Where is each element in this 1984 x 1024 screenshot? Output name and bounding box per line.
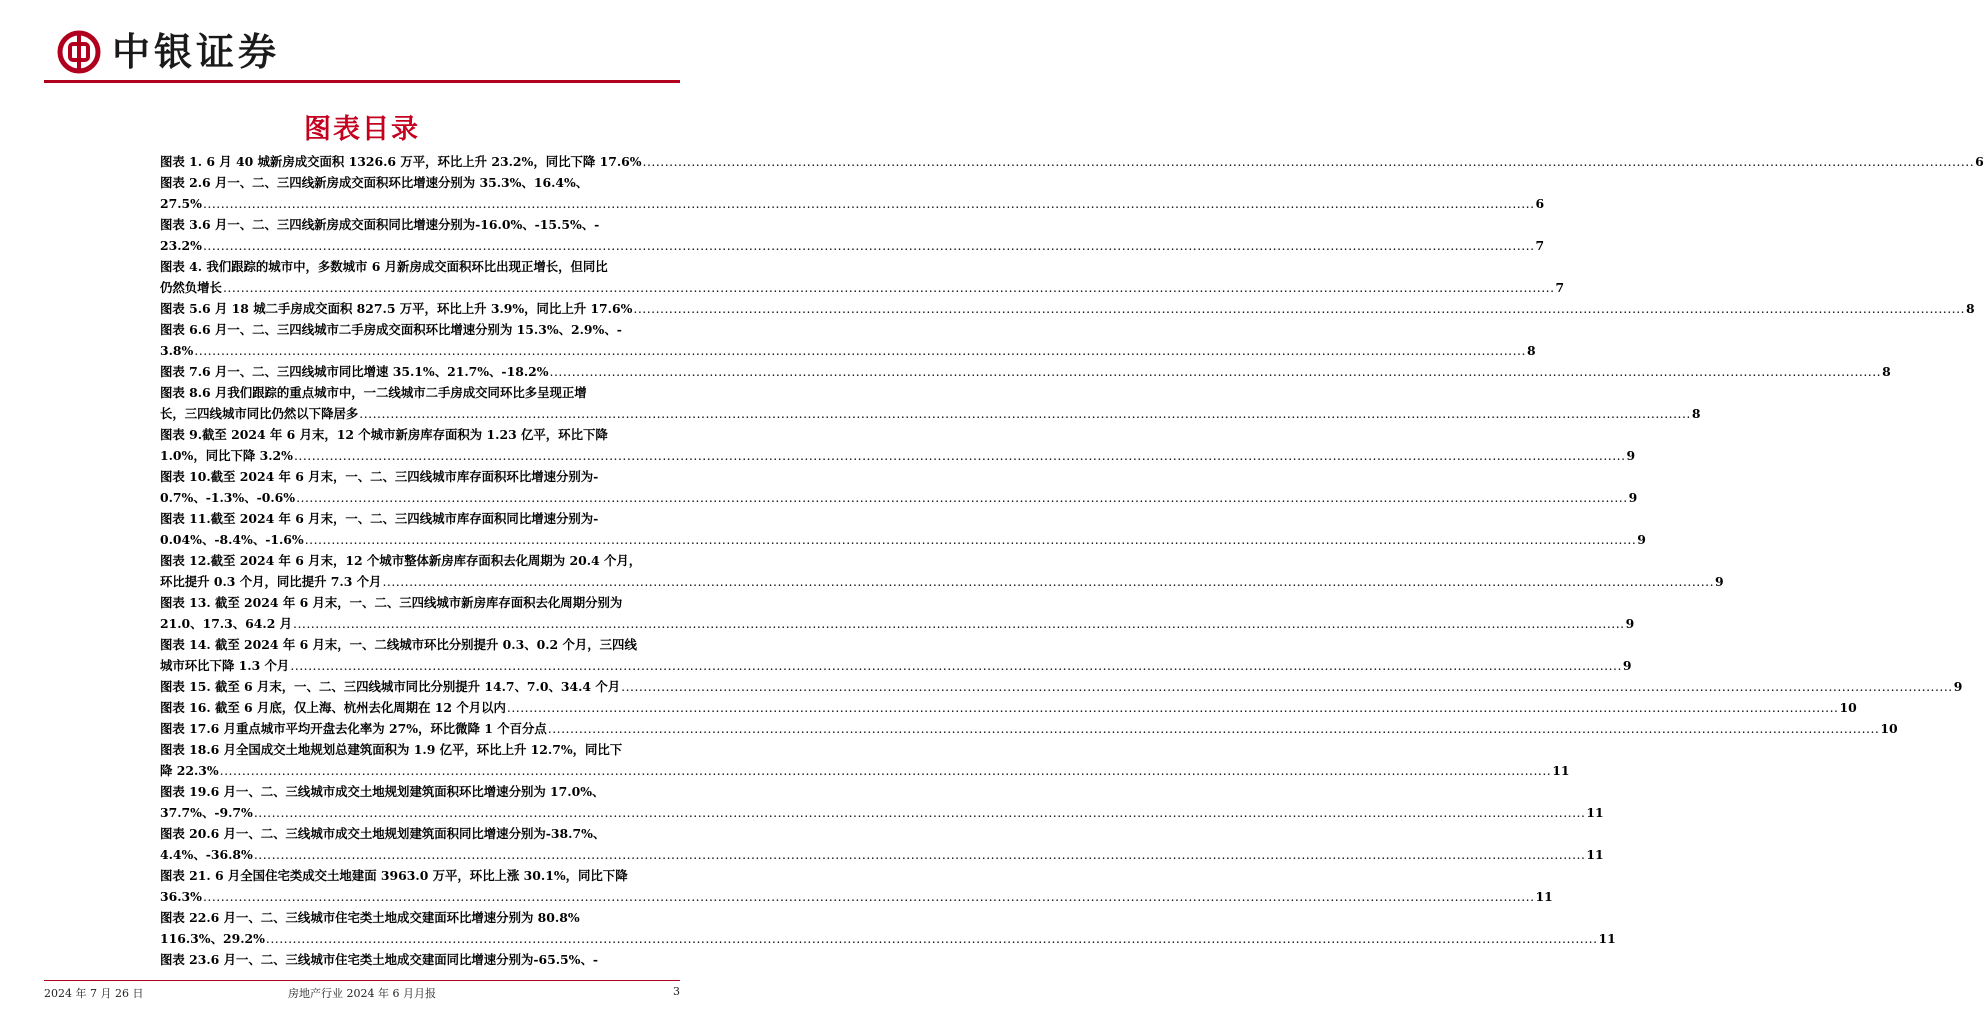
toc-entry-text: 图表 16. 截至 6 月底，仅上海、杭州去化周期在 12 个月以内: [160, 700, 506, 715]
footer-divider: [44, 980, 680, 981]
toc-entry-text: 仍然负增长: [160, 280, 222, 295]
toc-entry-text: 城市环比下降 1.3 个月: [160, 658, 290, 673]
toc-page-number: 8: [1965, 301, 1975, 316]
toc-page-number: 9: [1953, 679, 1963, 694]
dot-leader: ............................................................................................................................................................................................................................................................................................................: [506, 700, 1839, 715]
dot-leader: ............................................................................................................................................................................................................................................................................................................: [621, 679, 1953, 694]
dot-leader: ............................................................................................................................................................................................................................................................................................................: [222, 280, 1555, 295]
brand-name: 中银证券: [112, 30, 281, 74]
toc-entry[interactable]: [160, 823, 1604, 865]
toc-entry[interactable]: [160, 949, 680, 970]
toc-entry-text: 图表 21. 6 月全国住宅类成交土地建面 3963.0 万平，环比上涨 30.1%，同比下降: [160, 868, 628, 883]
dot-leader: ............................................................................................................................................................................................................................................................................................................: [549, 364, 1882, 379]
page-number: 3: [673, 985, 680, 998]
bank-of-china-logo-icon: [57, 30, 101, 74]
toc-entry-text: 3.8%: [160, 343, 194, 358]
toc-entry-text: 图表 19.6 月一、二、三线城市成交土地规划建筑面积环比增速分别为 17.0%、: [160, 784, 605, 799]
toc-entry[interactable]: [160, 634, 1632, 676]
toc-entry-text: 图表 14. 截至 2024 年 6 月末，一、二线城市环比分别提升 0.3、0.2 个月，三四线: [160, 637, 637, 652]
dot-leader: ............................................................................................................................................................................................................................................................................................................: [547, 721, 1880, 736]
toc-entry[interactable]: [160, 172, 1545, 214]
toc-page-number: 6: [1535, 196, 1545, 211]
dot-leader: ............................................................................................................................................................................................................................................................................................................: [359, 406, 1691, 421]
toc-entry-text: 图表 23.6 月一、二、三线城市住宅类土地成交建面同比增速分别为-65.5%、-: [160, 952, 598, 967]
toc-page-number: 11: [1535, 889, 1553, 904]
dot-leader: ............................................................................................................................................................................................................................................................................................................: [382, 574, 1715, 589]
toc-page-number: 9: [1626, 448, 1636, 463]
toc-entry-text: 图表 9.截至 2024 年 6 月末，12 个城市新房库存面积为 1.23 亿平，环比下降: [160, 427, 608, 442]
toc-entry-text: 36.3%: [160, 889, 202, 904]
toc-entry-text: 图表 6.6 月一、二、三四线城市二手房成交面积环比增速分别为 15.3%、2.9%、-: [160, 322, 622, 337]
footer-report-title: 房地产行业 2024 年 6 月月报: [288, 987, 436, 1000]
header-divider: [44, 80, 680, 83]
dot-leader: ............................................................................................................................................................................................................................................................................................................: [290, 658, 1622, 673]
dot-leader: ............................................................................................................................................................................................................................................................................................................: [219, 763, 1552, 778]
table-of-figures: [160, 151, 1984, 970]
toc-entry[interactable]: [160, 718, 1898, 739]
toc-entry[interactable]: [160, 319, 1536, 361]
toc-entry-text: 23.2%: [160, 238, 202, 253]
toc-page-number: 7: [1555, 280, 1565, 295]
toc-entry-text: 图表 12.截至 2024 年 6 月末，12 个城市整体新房库存面积去化周期为 20.4 个月，: [160, 553, 642, 568]
toc-page-number: 9: [1715, 574, 1724, 589]
dot-leader: ............................................................................................................................................................................................................................................................................................................: [633, 301, 1965, 316]
dot-leader: ............................................................................................................................................................................................................................................................................................................: [202, 889, 1535, 904]
toc-entry-text: 长，三四线城市同比仍然以下降居多: [160, 406, 359, 421]
toc-entry-text: 图表 15. 截至 6 月末，一、二、三四线城市同比分别提升 14.7、7.0、34.4 个月: [160, 679, 621, 694]
toc-entry-text: 图表 20.6 月一、二、三线城市成交土地规划建筑面积同比增速分别为-38.7%、: [160, 826, 606, 841]
toc-page-number: 11: [1586, 847, 1604, 862]
toc-entry-text: 图表 2.6 月一、二、三四线新房成交面积环比增速分别为 35.3%、16.4%、: [160, 175, 589, 190]
toc-entry[interactable]: [160, 424, 1636, 466]
toc-page-number: 11: [1586, 805, 1604, 820]
toc-entry-text: 图表 18.6 月全国成交土地规划总建筑面积为 1.9 亿平，环比上升 12.7%，同比下: [160, 742, 623, 757]
toc-page-number: 6: [1975, 154, 1984, 169]
toc-entry-text: 0.7%、-1.3%、-0.6%: [160, 490, 296, 505]
toc-entry-text: 图表 11.截至 2024 年 6 月末，一、二、三四线城市库存面积同比增速分别为-: [160, 511, 599, 526]
toc-entry-text: 27.5%: [160, 196, 202, 211]
toc-entry[interactable]: [160, 298, 1975, 319]
toc-entry[interactable]: [160, 466, 1638, 508]
toc-entry[interactable]: [160, 865, 1553, 907]
toc-page-number: 10: [1880, 721, 1898, 736]
toc-entry[interactable]: [160, 151, 1984, 172]
toc-page-number: 7: [1535, 238, 1545, 253]
toc-entry[interactable]: [160, 697, 1857, 718]
toc-entry[interactable]: [160, 361, 1891, 382]
dot-leader: ............................................................................................................................................................................................................................................................................................................: [265, 931, 1598, 946]
toc-entry[interactable]: [160, 781, 1604, 823]
toc-entry-text: 图表 4. 我们跟踪的城市中，多数城市 6 月新房成交面积环比出现正增长，但同比: [160, 259, 608, 274]
toc-entry[interactable]: [160, 550, 1724, 592]
toc-page-number: 9: [1622, 658, 1632, 673]
dot-leader: ............................................................................................................................................................................................................................................................................................................: [293, 448, 1626, 463]
toc-entry[interactable]: [160, 739, 1570, 781]
toc-entry-text: 图表 13. 截至 2024 年 6 月末，一、二、三四线城市新房库存面积去化周期分别为: [160, 595, 623, 610]
toc-page-number: 8: [1526, 343, 1536, 358]
dot-leader: ............................................................................................................................................................................................................................................................................................................: [253, 805, 1586, 820]
toc-entry[interactable]: [160, 214, 1545, 256]
dot-leader: ............................................................................................................................................................................................................................................................................................................: [296, 490, 1628, 505]
toc-entry-text: 4.4%、-36.8%: [160, 847, 253, 862]
toc-entry-text: 环比提升 0.3 个月，同比提升 7.3 个月: [160, 574, 382, 589]
dot-leader: ............................................................................................................................................................................................................................................................................................................: [293, 616, 1625, 631]
toc-entry-text: 图表 5.6 月 18 城二手房成交面积 827.5 万平，环比上升 3.9%，同比上升 17.6%: [160, 301, 633, 316]
toc-entry-text: 降 22.3%: [160, 763, 219, 778]
toc-entry[interactable]: [160, 382, 1701, 424]
toc-entry-text: 图表 22.6 月一、二、三线城市住宅类土地成交建面环比增速分别为 80.8%: [160, 910, 580, 925]
toc-page-number: 9: [1625, 616, 1635, 631]
toc-entry-text: 1.0%，同比下降 3.2%: [160, 448, 293, 463]
toc-entry-text: 37.7%、-9.7%: [160, 805, 253, 820]
dot-leader: ............................................................................................................................................................................................................................................................................................................: [194, 343, 1526, 358]
footer-date: 2024 年 7 月 26 日: [44, 987, 144, 1000]
dot-leader: ............................................................................................................................................................................................................................................................................................................: [253, 847, 1586, 862]
toc-page-number: 11: [1552, 763, 1570, 778]
toc-entry[interactable]: [160, 592, 1635, 634]
toc-entry-text: 图表 7.6 月一、二、三四线城市同比增速 35.1%、21.7%、-18.2%: [160, 364, 549, 379]
toc-entry[interactable]: [160, 256, 1565, 298]
toc-entry-text: 21.0、17.3、64.2 月: [160, 616, 293, 631]
dot-leader: ............................................................................................................................................................................................................................................................................................................: [202, 196, 1535, 211]
toc-page-number: 9: [1628, 490, 1638, 505]
toc-entry-text: 图表 1. 6 月 40 城新房成交面积 1326.6 万平，环比上升 23.2%，同比下降 17.6%: [160, 154, 642, 169]
toc-page-number: 10: [1839, 700, 1857, 715]
toc-entry[interactable]: [160, 676, 1963, 697]
toc-page-number: 8: [1882, 364, 1891, 379]
toc-entry[interactable]: [160, 508, 1646, 550]
toc-page-number: 9: [1637, 532, 1646, 547]
dot-leader: ............................................................................................................................................................................................................................................................................................................: [202, 238, 1535, 253]
toc-entry-text: 0.04%、-8.4%、-1.6%: [160, 532, 304, 547]
dot-leader: ............................................................................................................................................................................................................................................................................................................: [642, 154, 1975, 169]
toc-entry-text: 图表 10.截至 2024 年 6 月末，一、二、三四线城市库存面积环比增速分别为-: [160, 469, 599, 484]
toc-entry[interactable]: [160, 907, 1616, 949]
toc-page-number: 11: [1598, 931, 1616, 946]
toc-entry-text: 图表 3.6 月一、二、三四线新房成交面积同比增速分别为-16.0%、-15.5%、-: [160, 217, 600, 232]
page-title: 图表目录: [304, 114, 420, 145]
toc-page-number: 8: [1691, 406, 1701, 421]
toc-entry-text: 图表 8.6 月我们跟踪的重点城市中，一二线城市二手房成交同环比多呈现正增: [160, 385, 587, 400]
toc-entry-text: 116.3%、29.2%: [160, 931, 265, 946]
dot-leader: ............................................................................................................................................................................................................................................................................................................: [304, 532, 1637, 547]
toc-entry-text: 图表 17.6 月重点城市平均开盘去化率为 27%，环比微降 1 个百分点: [160, 721, 547, 736]
page-header: [0, 0, 724, 90]
